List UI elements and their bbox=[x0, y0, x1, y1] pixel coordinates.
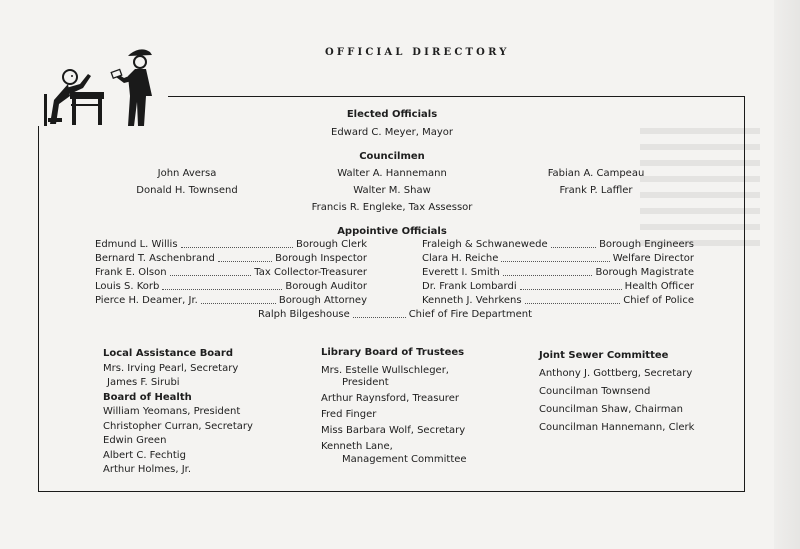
joint-sewer-committee bbox=[539, 347, 694, 437]
committee-member: Councilman Townsend bbox=[539, 386, 651, 397]
board-member: Miss Barbara Wolf, Secretary bbox=[321, 425, 466, 436]
official-role: Borough Auditor bbox=[285, 281, 367, 292]
appointive-row bbox=[422, 266, 694, 279]
local-assistance-board-heading: Local Assistance Board bbox=[103, 348, 234, 359]
appointive-row bbox=[422, 280, 694, 293]
library-board bbox=[321, 347, 467, 466]
official-role: Tax Collector-Treasurer bbox=[254, 267, 367, 278]
official-role: Borough Inspector bbox=[275, 253, 367, 264]
board-member: Albert C. Fechtig bbox=[103, 449, 186, 461]
official-name: Dr. Frank Lombardi bbox=[422, 281, 517, 292]
board-member: Arthur Holmes, Jr. bbox=[103, 464, 192, 475]
committee-member: Councilman Shaw, Chairman bbox=[539, 404, 683, 415]
local-and-health-boards bbox=[103, 347, 253, 478]
official-name: Edmund L. Willis bbox=[95, 239, 178, 250]
committee-member: Anthony J. Gottberg, Secretary bbox=[539, 368, 693, 379]
board-member: Fred Finger bbox=[321, 409, 377, 420]
board-member: Mrs. Estelle Wullschleger, bbox=[321, 364, 449, 376]
official-name: Kenneth J. Vehrkens bbox=[422, 295, 522, 306]
board-member: Kenneth Lane, bbox=[321, 441, 393, 452]
official-role: Borough Attorney bbox=[278, 295, 367, 306]
appointive-row bbox=[95, 294, 367, 307]
tax-assessor-entry: Francis R. Engleke, Tax Assessor bbox=[311, 202, 473, 213]
official-role: Chief of Fire Department bbox=[408, 309, 532, 320]
board-member-title: President bbox=[342, 377, 389, 388]
official-name: Pierce H. Deamer, Jr. bbox=[95, 295, 198, 306]
frame-border-left bbox=[38, 126, 39, 492]
councilman-entry: Donald H. Townsend bbox=[136, 185, 238, 196]
committee-member: Councilman Hannemann, Clerk bbox=[539, 422, 695, 433]
official-role: Health Officer bbox=[624, 281, 694, 292]
appointive-row bbox=[95, 238, 367, 251]
page-title: OFFICIAL DIRECTORY bbox=[325, 47, 510, 58]
mayor-entry: Edward C. Meyer, Mayor bbox=[331, 127, 453, 138]
councilmen-heading: Councilmen bbox=[359, 151, 425, 162]
board-member: William Yeomans, President bbox=[103, 406, 241, 417]
board-of-health-heading: Board of Health bbox=[103, 391, 192, 403]
board-member: James F. Sirubi bbox=[107, 377, 180, 388]
elected-officials-heading: Elected Officials bbox=[346, 109, 438, 120]
official-role: Welfare Director bbox=[612, 253, 694, 264]
frame-border-bottom bbox=[38, 491, 745, 492]
appointive-row bbox=[95, 280, 367, 293]
councilman-entry: Frank P. Laffler bbox=[559, 185, 633, 196]
library-board-heading: Library Board of Trustees bbox=[321, 347, 465, 358]
dot-leader bbox=[353, 317, 406, 318]
councilman-entry: Fabian A. Campeau bbox=[547, 168, 645, 179]
appointive-row bbox=[258, 308, 532, 321]
official-name: Ralph Bilgeshouse bbox=[258, 309, 350, 320]
official-role: Borough Engineers bbox=[599, 239, 694, 250]
page-fold-shadow bbox=[774, 0, 800, 549]
dot-leader bbox=[501, 261, 609, 262]
official-name: Clara H. Reiche bbox=[422, 253, 499, 264]
dot-leader bbox=[170, 275, 252, 276]
board-member: Mrs. Irving Pearl, Secretary bbox=[103, 362, 239, 374]
joint-sewer-committee-heading: Joint Sewer Committee bbox=[539, 350, 669, 361]
frame-border-top bbox=[168, 96, 744, 97]
dot-leader bbox=[162, 289, 282, 290]
councilman-entry: Walter M. Shaw bbox=[353, 185, 431, 196]
board-member: Edwin Green bbox=[103, 435, 167, 446]
clerk-and-visitor-illustration bbox=[40, 44, 164, 128]
councilman-entry: Walter A. Hannemann bbox=[337, 168, 447, 179]
appointive-row bbox=[422, 238, 694, 251]
dot-leader bbox=[218, 261, 272, 262]
dot-leader bbox=[551, 247, 596, 248]
official-role: Borough Magistrate bbox=[595, 267, 694, 278]
official-name: Frank E. Olson bbox=[95, 267, 167, 278]
official-name: Everett I. Smith bbox=[422, 267, 500, 278]
dot-leader bbox=[503, 275, 593, 276]
official-role: Chief of Police bbox=[623, 295, 694, 306]
dot-leader bbox=[525, 303, 621, 304]
appointive-officials-heading: Appointive Officials bbox=[337, 226, 447, 237]
board-member-title: Management Committee bbox=[342, 453, 467, 465]
official-name: Louis S. Korb bbox=[95, 281, 160, 292]
board-member: Christopher Curran, Secretary bbox=[103, 420, 253, 432]
frame-border-right bbox=[744, 96, 745, 492]
dot-leader bbox=[181, 247, 293, 248]
official-name: Fraleigh & Schwanewede bbox=[422, 239, 548, 250]
board-member: Arthur Raynsford, Treasurer bbox=[321, 393, 459, 404]
appointive-row bbox=[422, 294, 694, 307]
official-role: Borough Clerk bbox=[295, 239, 367, 250]
appointive-row bbox=[95, 266, 367, 279]
appointive-row bbox=[422, 252, 694, 265]
official-name: Bernard T. Aschenbrand bbox=[95, 253, 215, 264]
councilman-entry: John Aversa bbox=[157, 168, 217, 179]
appointive-row bbox=[95, 252, 367, 265]
dot-leader bbox=[520, 289, 622, 290]
dot-leader bbox=[201, 303, 276, 304]
